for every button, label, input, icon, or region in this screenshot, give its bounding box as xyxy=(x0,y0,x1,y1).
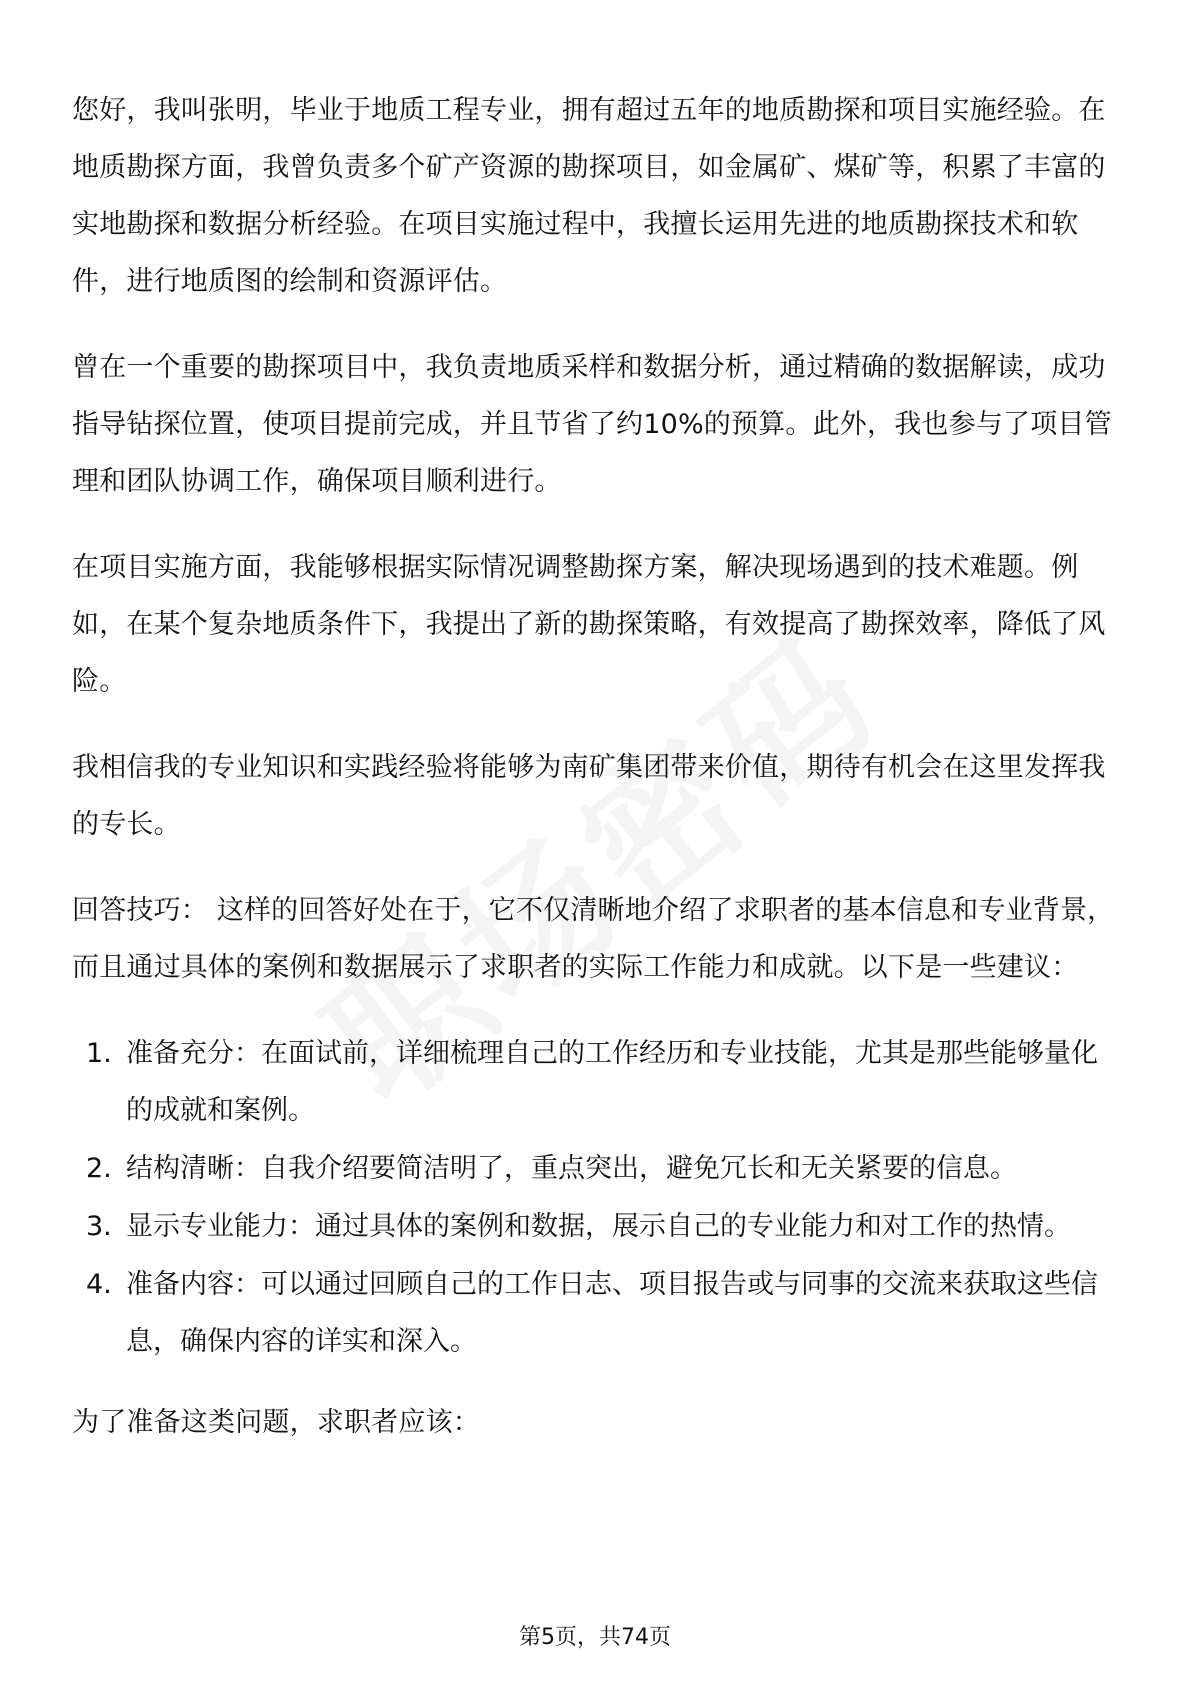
page-number-footer: 第5页，共74页 xyxy=(519,1625,671,1650)
paragraph-intro: 您好，我叫张明，毕业于地质工程专业，拥有超过五年的地质勘探和项目实施经验。在地质勘探方面，我曾负责多个矿产资源的勘探项目，如金属矿、煤矿等，积累了丰富的实地勘探和数据分析经验。在项目实施过程中，我擅长运用先进的地质勘探技术和软件，进行地质图的绘制和资源评估。 xyxy=(72,95,1106,297)
list-item-number: 4. xyxy=(86,1269,112,1300)
paragraph-implementation: 在项目实施方面，我能够根据实际情况调整勘探方案，解决现场遇到的技术难题。例如，在某个复杂地质条件下，我提出了新的勘探策略，有效提高了勘探效率，降低了风险。 xyxy=(72,552,1106,697)
list-item-number: 3. xyxy=(86,1211,112,1242)
paragraph-closing-statement: 我相信我的专业知识和实践经验将能够为南矿集团带来价值，期待有机会在这里发挥我的专长。 xyxy=(72,752,1106,840)
list-item-number: 2. xyxy=(86,1153,112,1184)
paragraph-answer-tips: 回答技巧： 这样的回答好处在于，它不仅清晰地介绍了求职者的基本信息和专业背景，而且通过具体的案例和数据展示了求职者的实际工作能力和成就。以下是一些建议： xyxy=(72,895,1115,983)
list-item-text: 准备内容：可以通过回顾自己的工作日志、项目报告或与同事的交流来获取这些信息，确保内容的详实和深入。 xyxy=(126,1269,1098,1357)
list-item xyxy=(72,1256,1120,1370)
list-item xyxy=(72,1198,1120,1255)
list-item xyxy=(72,1025,1120,1139)
list-item xyxy=(72,1140,1120,1197)
list-item-text: 准备充分：在面试前，详细梳理自己的工作经历和专业技能，尤其是那些能够量化的成就和案例。 xyxy=(126,1038,1098,1126)
list-item-text: 显示专业能力：通过具体的案例和数据，展示自己的专业能力和对工作的热情。 xyxy=(126,1211,1071,1242)
document-body xyxy=(72,82,1120,1480)
paragraph-project-experience: 曾在一个重要的勘探项目中，我负责地质采样和数据分析，通过精确的数据解读，成功指导钻探位置，使项目提前完成，并且节省了约10%的预算。此外，我也参与了项目管理和团队协调工作，确保项目顺利进行。 xyxy=(72,352,1112,497)
paragraph-preparation: 为了准备这类问题，求职者应该： xyxy=(72,1407,480,1438)
list-item-text: 结构清晰：自我介绍要简洁明了，重点突出，避免冗长和无关紧要的信息。 xyxy=(126,1153,1017,1184)
list-item-number: 1. xyxy=(86,1038,112,1069)
tips-list xyxy=(72,1025,1120,1370)
